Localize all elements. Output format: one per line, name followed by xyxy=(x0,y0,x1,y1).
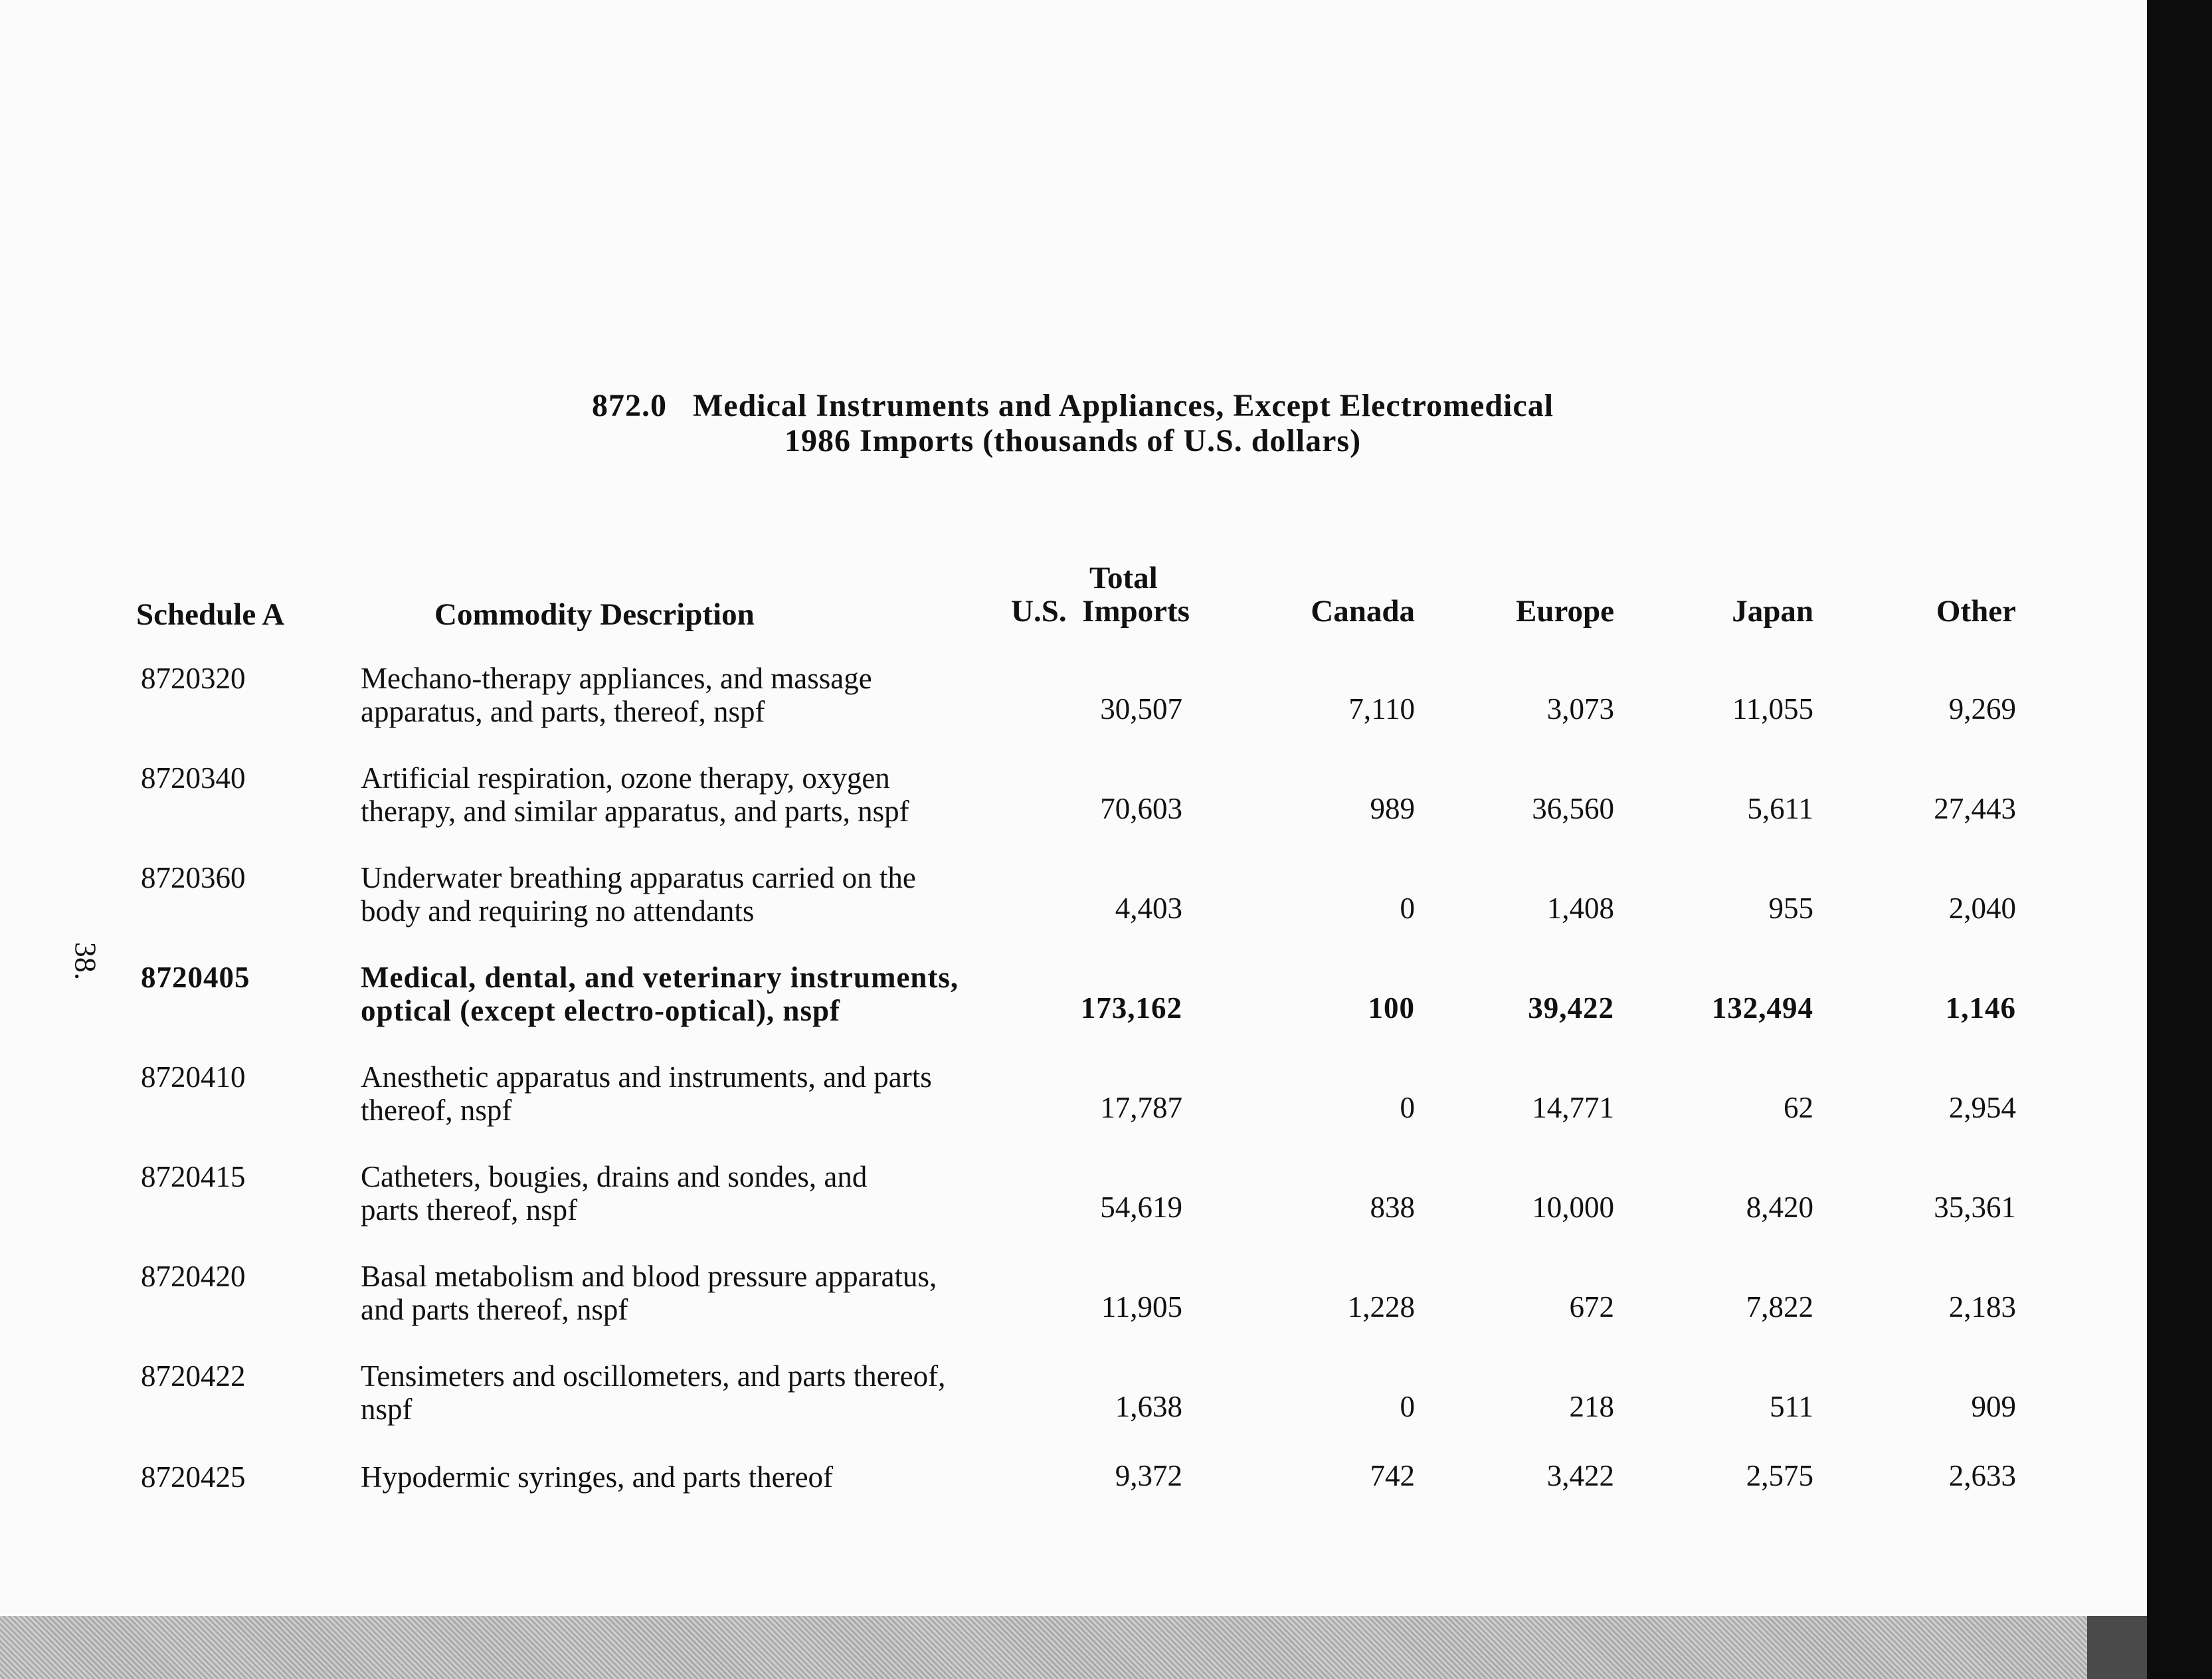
header-canada: Canada xyxy=(1311,594,1415,629)
schedule-code: 8720405 xyxy=(141,961,250,994)
canada-value: 1,228 xyxy=(1347,1290,1415,1324)
canada-value: 0 xyxy=(1400,1091,1415,1124)
total-imports-value: 4,403 xyxy=(1115,892,1182,925)
schedule-code: 8720425 xyxy=(141,1460,246,1494)
total-imports-value: 173,162 xyxy=(1080,991,1182,1025)
header-other: Other xyxy=(1936,594,2016,629)
canada-value: 742 xyxy=(1370,1459,1415,1492)
description-line1: Medical, dental, and veterinary instruments, xyxy=(361,961,959,994)
europe-value: 14,771 xyxy=(1532,1091,1614,1124)
other-value: 9,269 xyxy=(1948,692,2016,726)
other-value: 2,040 xyxy=(1948,892,2016,925)
europe-value: 672 xyxy=(1569,1290,1614,1324)
schedule-code: 8720340 xyxy=(141,761,246,795)
schedule-code: 8720420 xyxy=(141,1260,246,1293)
description-line1: Artificial respiration, ozone therapy, oxygen xyxy=(361,761,890,795)
japan-value: 8,420 xyxy=(1746,1191,1813,1224)
japan-value: 955 xyxy=(1768,892,1813,925)
description-line1: Tensimeters and oscillometers, and parts thereof, xyxy=(361,1359,946,1393)
scan-right-border xyxy=(2147,0,2212,1679)
total-imports-value: 30,507 xyxy=(1100,692,1182,726)
description-line2: thereof, nspf xyxy=(361,1094,512,1127)
page-number: 38. xyxy=(68,941,103,981)
description-line2: nspf xyxy=(361,1393,413,1426)
other-value: 2,183 xyxy=(1948,1290,2016,1324)
canada-value: 989 xyxy=(1370,792,1415,825)
schedule-code: 8720320 xyxy=(141,662,246,695)
japan-value: 2,575 xyxy=(1746,1459,1813,1492)
header-description: Commodity Description xyxy=(434,597,755,632)
total-imports-value: 70,603 xyxy=(1100,792,1182,825)
canada-value: 0 xyxy=(1400,892,1415,925)
total-imports-value: 17,787 xyxy=(1100,1091,1182,1124)
japan-value: 7,822 xyxy=(1746,1290,1813,1324)
europe-value: 1,408 xyxy=(1546,892,1614,925)
description-line1: Basal metabolism and blood pressure apparatus, xyxy=(361,1260,937,1293)
canada-value: 0 xyxy=(1400,1390,1415,1423)
other-value: 27,443 xyxy=(1934,792,2016,825)
canada-value: 7,110 xyxy=(1348,692,1415,726)
header-total-line2: U.S. Imports xyxy=(1011,594,1190,629)
description-line2: therapy, and similar apparatus, and parts, nspf xyxy=(361,795,909,828)
japan-value: 511 xyxy=(1770,1390,1813,1423)
canada-value: 838 xyxy=(1370,1191,1415,1224)
other-value: 2,954 xyxy=(1948,1091,2016,1124)
other-value: 2,633 xyxy=(1948,1459,2016,1492)
schedule-code: 8720415 xyxy=(141,1160,246,1193)
description-line1: Mechano-therapy appliances, and massage xyxy=(361,662,872,695)
other-value: 35,361 xyxy=(1934,1191,2016,1224)
description-line2: and parts thereof, nspf xyxy=(361,1293,628,1326)
table-title: 872.0 Medical Instruments and Appliances, Except Electromedical xyxy=(591,388,1554,423)
total-imports-value: 54,619 xyxy=(1100,1191,1182,1224)
europe-value: 3,422 xyxy=(1546,1459,1614,1492)
other-value: 1,146 xyxy=(1945,991,2016,1025)
description-line2: parts thereof, nspf xyxy=(361,1193,578,1227)
total-imports-value: 11,905 xyxy=(1101,1290,1182,1324)
total-imports-value: 9,372 xyxy=(1115,1459,1182,1492)
description-line2: body and requiring no attendants xyxy=(361,894,755,928)
header-japan: Japan xyxy=(1732,594,1813,629)
description-line1: Underwater breathing apparatus carried on the xyxy=(361,861,916,894)
description-line2: optical (except electro-optical), nspf xyxy=(361,994,840,1027)
schedule-code: 8720410 xyxy=(141,1060,246,1094)
canada-value: 100 xyxy=(1368,991,1415,1025)
europe-value: 36,560 xyxy=(1532,792,1614,825)
japan-value: 132,494 xyxy=(1711,991,1813,1025)
japan-value: 11,055 xyxy=(1732,692,1813,726)
header-schedule: Schedule A xyxy=(136,597,285,632)
scan-bottom-border xyxy=(0,1616,2147,1679)
japan-value: 5,611 xyxy=(1747,792,1813,825)
europe-value: 10,000 xyxy=(1532,1191,1614,1224)
total-imports-value: 1,638 xyxy=(1115,1390,1182,1423)
description-line1: Anesthetic apparatus and instruments, and parts xyxy=(361,1060,932,1094)
description-line1: Hypodermic syringes, and parts thereof xyxy=(361,1460,834,1494)
description-line2: apparatus, and parts, thereof, nspf xyxy=(361,695,765,728)
other-value: 909 xyxy=(1971,1390,2016,1423)
schedule-code: 8720422 xyxy=(141,1359,246,1393)
europe-value: 3,073 xyxy=(1546,692,1614,726)
europe-value: 218 xyxy=(1569,1390,1614,1423)
japan-value: 62 xyxy=(1784,1091,1813,1124)
table-subtitle: 1986 Imports (thousands of U.S. dollars) xyxy=(784,423,1362,458)
schedule-code: 8720360 xyxy=(141,861,246,894)
header-europe: Europe xyxy=(1516,594,1614,629)
europe-value: 39,422 xyxy=(1528,991,1614,1025)
description-line1: Catheters, bougies, drains and sondes, and xyxy=(361,1160,868,1193)
header-total-line1: Total xyxy=(1089,561,1158,595)
